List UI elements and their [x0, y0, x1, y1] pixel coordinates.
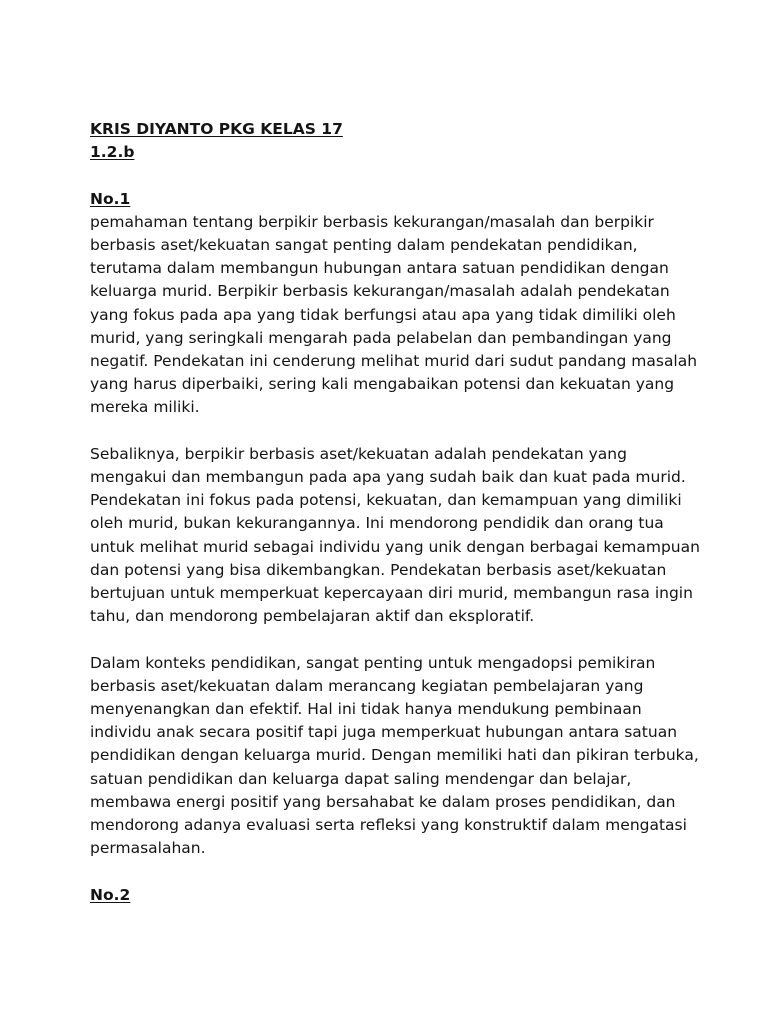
- paragraph-line: yang fokus pada apa yang tidak berfungsi atau apa yang tidak dimiliki oleh: [90, 305, 676, 324]
- paragraph-line: bertujuan untuk memperkuat kepercayaan diri murid, membangun rasa ingin: [90, 584, 693, 603]
- paragraph-line: oleh murid, bukan kekurangannya. Ini mendorong pendidik dan orang tua: [90, 514, 664, 533]
- section-2-heading: No.2: [90, 885, 131, 904]
- section-1-paragraph-3: [90, 652, 699, 861]
- paragraph-line: mengakui dan membangun pada apa yang sudah baik dan kuat pada murid.: [90, 468, 686, 487]
- paragraph-line: individu anak secara positif tapi juga memperkuat hubungan antara satuan: [90, 723, 678, 742]
- paragraph-line: negatif. Pendekatan ini cenderung melihat murid dari sudut pandang masalah: [90, 352, 698, 371]
- blank-line: [90, 860, 690, 883]
- paragraph-line: Pendekatan ini fokus pada potensi, kekuatan, dan kemampuan yang dimiliki: [90, 491, 682, 510]
- paragraph-line: terutama dalam membangun hubungan antara satuan pendidikan dengan: [90, 259, 669, 278]
- paragraph-line: membawa energi positif yang bersahabat ke dalam proses pendidikan, dan: [90, 792, 676, 811]
- paragraph-line: tahu, dan mendorong pembelajaran aktif dan eksploratif.: [90, 607, 535, 626]
- paragraph-line: berbasis aset/kekuatan dalam merancang kegiatan pembelajaran yang: [90, 676, 644, 695]
- paragraph-line: yang harus diperbaiki, sering kali mengabaikan potensi dan kekuatan yang: [90, 375, 675, 394]
- paragraph-line: permasalahan.: [90, 839, 206, 858]
- paragraph-line: keluarga murid. Berpikir berbasis kekurangan/masalah adalah pendekatan: [90, 282, 670, 301]
- paragraph-line: mereka miliki.: [90, 398, 200, 417]
- document-page: [90, 118, 700, 907]
- assignment-code-heading: 1.2.b: [90, 143, 135, 162]
- paragraph-line: mendorong adanya evaluasi serta refleksi yang konstruktif dalam mengatasi: [90, 816, 687, 835]
- paragraph-line: pemahaman tentang berpikir berbasis kekurangan/masalah dan berpikir: [90, 212, 654, 231]
- blank-line: [90, 164, 690, 187]
- blank-line: [90, 420, 690, 443]
- paragraph-line: satuan pendidikan dan keluarga dapat saling mendengar dan belajar,: [90, 769, 632, 788]
- paragraph-line: Sebaliknya, berpikir berbasis aset/kekuatan adalah pendekatan yang: [90, 444, 627, 463]
- author-heading: KRIS DIYANTO PKG KELAS 17: [90, 120, 343, 138]
- paragraph-line: dan potensi yang bisa dikembangkan. Pendekatan berbasis aset/kekuatan: [90, 560, 667, 579]
- section-1-paragraph-2: [90, 443, 700, 629]
- paragraph-line: pendidikan dengan keluarga murid. Dengan memiliki hati dan pikiran terbuka,: [90, 746, 699, 765]
- section-1-paragraph-1: [90, 211, 698, 420]
- paragraph-line: menyenangkan dan efektif. Hal ini tidak hanya mendukung pembinaan: [90, 700, 642, 719]
- paragraph-line: Dalam konteks pendidikan, sangat penting untuk mengadopsi pemikiran: [90, 653, 656, 672]
- paragraph-line: untuk melihat murid sebagai individu yang unik dengan berbagai kemampuan: [90, 537, 700, 556]
- paragraph-line: murid, yang seringkali mengarah pada pelabelan dan pembandingan yang: [90, 328, 672, 347]
- blank-line: [90, 628, 690, 651]
- paragraph-line: berbasis aset/kekuatan sangat penting dalam pendekatan pendidikan,: [90, 236, 638, 254]
- section-1-heading: No.1: [90, 189, 131, 208]
